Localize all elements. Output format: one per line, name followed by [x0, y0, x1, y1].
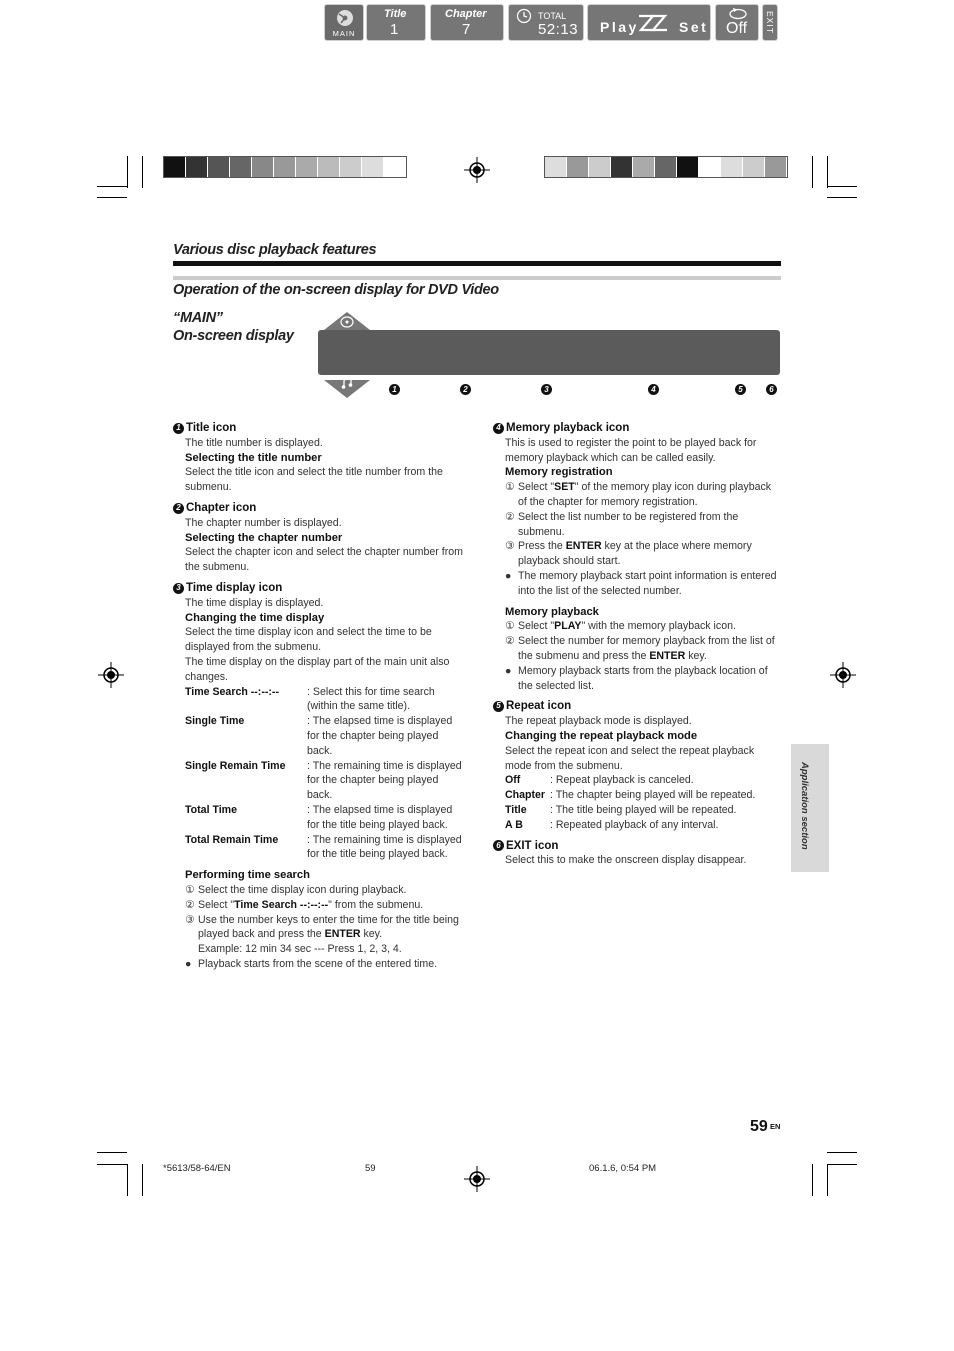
color-calibration-bar-right: [544, 156, 788, 178]
step-number: ①: [185, 883, 195, 896]
bullet: ●: [505, 664, 512, 677]
text-run-bold: Time Search --:--:--: [234, 898, 329, 911]
text-run: Select ": [198, 898, 235, 911]
osd-repeat-button[interactable]: [715, 4, 759, 41]
disc-icon: [336, 9, 354, 27]
list-item: [505, 539, 779, 569]
marker-5: 5: [493, 701, 504, 712]
list-text: [518, 634, 779, 664]
disc-up-icon: [340, 316, 354, 328]
list-item: [185, 913, 463, 957]
heading-text: Chapter icon: [186, 501, 257, 514]
page-number: 59: [750, 1118, 768, 1135]
time-mode-row: [185, 759, 463, 803]
list-text: The memory playback start point information is entered into the list of the selected number.: [518, 569, 777, 597]
color-swatch: [743, 157, 765, 177]
step-number: ②: [505, 635, 515, 648]
time-mode-value: : The remaining time is displayed for the title being played back.: [307, 833, 462, 861]
text-run: key.: [685, 649, 707, 662]
subheading: Changing the repeat playback mode: [505, 729, 698, 742]
color-swatch: [208, 157, 230, 177]
list-text: [198, 898, 423, 913]
footer-date: 06.1.6, 0:54 PM: [589, 1163, 657, 1174]
crop-mark: [827, 1152, 857, 1153]
text-run-bold: ENTER: [649, 649, 686, 662]
list-text: Select the list number to be registered from the submenu.: [518, 510, 739, 538]
list-text: [518, 539, 779, 569]
marker-1: 1: [389, 384, 400, 395]
time-mode-value: : Select this for time search (within the same title).: [307, 685, 435, 713]
paragraph: Select the repeat icon and select the repeat playback mode from the submenu.: [505, 744, 755, 772]
paragraph: This is used to register the point to be played back for memory playback which can be called easily.: [505, 436, 757, 464]
bullet: ●: [185, 957, 192, 970]
text-run: Select ": [518, 481, 555, 494]
registration-mark-icon: [464, 157, 490, 183]
step-number: ②: [185, 898, 195, 911]
section-title: Various disc playback features: [173, 242, 377, 258]
osd-time-button[interactable]: [508, 4, 584, 41]
heading-text: Repeat icon: [506, 700, 572, 713]
step-number: ①: [505, 481, 515, 494]
footer-code: *5613/58-64/EN: [163, 1163, 231, 1174]
color-swatch: [164, 157, 186, 177]
time-mode-row: [185, 803, 463, 833]
marker-5: 5: [735, 384, 746, 395]
list-item: [185, 898, 463, 913]
marker-2: 2: [173, 503, 184, 514]
clock-icon: [516, 8, 532, 24]
color-swatch: [655, 157, 677, 177]
example-text: Example: 12 min 34 sec --- Press 1, 2, 3, 4.: [198, 943, 402, 956]
heading-text: EXIT icon: [506, 839, 559, 852]
memory-playback-icon-heading: [493, 421, 779, 436]
subheading: Memory registration: [505, 466, 613, 479]
osd-chapter-label: Chapter: [445, 8, 487, 20]
repeat-mode-value: : The title being played will be repeated.: [550, 803, 737, 816]
bullet: ●: [505, 569, 512, 582]
paragraph: The title number is displayed.: [185, 436, 323, 449]
crop-mark: [97, 197, 127, 198]
right-column: [493, 421, 779, 868]
time-mode-row: [185, 833, 463, 863]
color-swatch: [567, 157, 589, 177]
crop-mark: [97, 186, 127, 187]
crop-mark: [142, 1164, 143, 1196]
subheading: Selecting the chapter number: [185, 531, 343, 544]
marker-6: 6: [493, 840, 504, 851]
subheading: Memory playback: [505, 605, 599, 618]
repeat-mode-value: : The chapter being played will be repeated.: [550, 789, 756, 802]
list-text: [518, 480, 779, 510]
memory-icon: [635, 10, 669, 36]
text-run: key.: [360, 928, 383, 941]
repeat-mode-row: [505, 803, 779, 818]
color-swatch: [633, 157, 655, 177]
repeat-mode-key: Chapter: [505, 789, 546, 802]
crop-mark: [812, 156, 813, 188]
text-run-bold: SET: [554, 481, 575, 494]
step-number: ③: [185, 913, 195, 926]
crop-mark: [127, 156, 128, 188]
section-rule: [173, 261, 781, 266]
subheading: Changing the time display: [185, 611, 325, 624]
time-mode-key: Time Search --:--:--: [185, 685, 279, 698]
color-swatch: [384, 157, 406, 177]
color-swatch: [252, 157, 274, 177]
marker-2: 2: [460, 384, 471, 395]
paragraph: The time display on the display part of the main unit also changes.: [185, 655, 450, 683]
color-swatch: [362, 157, 384, 177]
text-run-bold: ENTER: [324, 928, 361, 941]
registration-mark-icon: [830, 662, 856, 688]
paragraph: The time display is displayed.: [185, 596, 324, 609]
marker-3: 3: [541, 384, 552, 395]
time-mode-key: Single Time: [185, 715, 245, 728]
osd-main-label: MAIN: [332, 29, 356, 38]
text-run: Select the number for memory playback from the list of the submenu and press the: [518, 635, 775, 662]
crop-mark: [827, 156, 828, 188]
repeat-mode-key: Off: [505, 774, 521, 787]
text-run: Press the: [518, 540, 566, 553]
time-display-icon-heading: [173, 581, 463, 596]
color-swatch: [186, 157, 208, 177]
color-swatch: [230, 157, 252, 177]
list-item: [505, 510, 779, 540]
osd-play-label: Play: [600, 19, 639, 35]
osd-main-bar: [318, 330, 780, 375]
crop-mark: [827, 186, 857, 187]
step-number: ③: [505, 540, 515, 553]
time-mode-row: [185, 714, 463, 758]
list-text: [518, 619, 736, 634]
color-swatch: [274, 157, 296, 177]
marker-3: 3: [173, 583, 184, 594]
side-tab-label: Application section: [799, 762, 810, 850]
chapter-icon-heading: [173, 501, 463, 516]
color-swatch: [318, 157, 340, 177]
repeat-mode-row: [505, 788, 779, 803]
osd-label-onscreen: On-screen display: [173, 328, 294, 344]
list-item: [505, 569, 779, 599]
paragraph: Select the chapter icon and select the chapter number from the submenu.: [185, 546, 463, 574]
step-number: ②: [505, 510, 515, 523]
color-swatch: [721, 157, 743, 177]
color-swatch: [699, 157, 721, 177]
time-mode-key: Total Time: [185, 803, 237, 816]
color-swatch: [765, 157, 787, 177]
osd-time-value: 52:13: [538, 21, 579, 38]
list-text: Playback starts from the scene of the entered time.: [198, 957, 438, 970]
color-swatch: [340, 157, 362, 177]
repeat-mode-key: Title: [505, 803, 527, 816]
paragraph: The repeat playback mode is displayed.: [505, 715, 692, 728]
osd-main-button[interactable]: [324, 4, 364, 41]
osd-title-label: Title: [384, 8, 407, 20]
repeat-mode-key: A B: [505, 818, 523, 831]
list-text: Memory playback starts from the playback location of the selected list.: [518, 664, 768, 692]
registration-mark-icon: [464, 1166, 490, 1192]
text-run: Use the number keys to enter the time for the title being played back and press the: [198, 913, 459, 941]
crop-mark: [97, 1152, 127, 1153]
text-run: " with the memory playback icon.: [581, 620, 736, 633]
osd-chapter-value: 7: [462, 21, 471, 38]
repeat-mode-value: : Repeated playback of any interval.: [550, 818, 719, 831]
marker-1: 1: [173, 423, 184, 434]
osd-memory-button[interactable]: [587, 4, 711, 41]
osd-exit-button[interactable]: [762, 4, 778, 41]
text-run-bold: PLAY: [554, 620, 582, 633]
paragraph: Select the time display icon and select the time to be displayed from the submenu.: [185, 626, 432, 654]
crop-mark: [827, 1164, 857, 1165]
paragraph: The chapter number is displayed.: [185, 516, 342, 529]
title-icon-heading: [173, 421, 463, 436]
crop-mark: [827, 197, 857, 198]
application-section-tab: [791, 744, 829, 872]
osd-title-button[interactable]: [366, 4, 426, 41]
heading-text: Memory playback icon: [506, 422, 630, 434]
text-run-bold: ENTER: [565, 540, 602, 553]
osd-label-main: “MAIN”: [173, 310, 223, 326]
repeat-icon: [727, 7, 749, 21]
registration-mark-icon: [98, 662, 124, 688]
paragraph: Select this to make the onscreen display disappear.: [505, 854, 747, 867]
repeat-mode-row: [505, 818, 779, 833]
subsection-title: Operation of the on-screen display for DVD Video: [173, 282, 499, 298]
time-mode-row: [185, 685, 463, 715]
osd-repeat-value: Off: [726, 20, 748, 37]
crop-mark: [127, 1164, 128, 1196]
repeat-mode-row: [505, 773, 779, 788]
text-run: " from the submenu.: [328, 898, 424, 911]
osd-exit-label: EXIT: [765, 11, 775, 34]
osd-total-label: TOTAL: [538, 11, 567, 21]
crop-mark: [827, 1164, 828, 1196]
subheading: Performing time search: [185, 869, 310, 882]
osd-set-label: Set: [679, 19, 709, 35]
crop-mark: [142, 156, 143, 188]
color-swatch: [545, 157, 567, 177]
list-text: Select the time display icon during playback.: [198, 883, 407, 896]
color-swatch: [677, 157, 699, 177]
color-swatch: [611, 157, 633, 177]
text-run: " of the memory play icon during playback of the chapter for memory registration.: [518, 481, 772, 508]
color-swatch: [589, 157, 611, 177]
crop-mark: [812, 1164, 813, 1196]
footer-page: 59: [365, 1163, 376, 1174]
text-run: Select ": [518, 620, 555, 633]
list-text: [198, 913, 463, 957]
marker-4: 4: [493, 423, 504, 434]
left-column: [173, 421, 463, 972]
exit-icon-heading: [493, 839, 779, 854]
text-run: key at the place where memory playback should start.: [518, 540, 752, 568]
repeat-icon-heading: [493, 699, 779, 714]
list-item: [505, 664, 779, 694]
music-note-icon: [341, 377, 353, 389]
subheading: Selecting the title number: [185, 451, 322, 464]
step-number: ①: [505, 620, 515, 633]
time-mode-value: : The elapsed time is displayed for the title being played back.: [307, 803, 453, 831]
list-item: [185, 957, 463, 972]
heading-text: Time display icon: [186, 581, 283, 594]
repeat-mode-value: : Repeat playback is canceled.: [550, 774, 694, 787]
marker-4: 4: [648, 384, 659, 395]
list-item: [185, 883, 463, 898]
section-rule-grey: [173, 276, 781, 280]
list-item: [505, 619, 779, 634]
osd-title-value: 1: [390, 21, 399, 38]
time-mode-value: : The elapsed time is displayed for the chapter being played back.: [307, 715, 453, 757]
paragraph: Select the title icon and select the title number from the submenu.: [185, 466, 443, 494]
color-calibration-bar-left: [163, 156, 407, 178]
page-lang: EN: [770, 1122, 781, 1131]
marker-6: 6: [766, 384, 777, 395]
time-mode-key: Total Remain Time: [185, 833, 279, 846]
osd-chapter-button[interactable]: [430, 4, 504, 41]
heading-text: Title icon: [186, 422, 237, 434]
crop-mark: [97, 1164, 127, 1165]
list-item: [505, 634, 779, 664]
time-mode-key: Single Remain Time: [185, 759, 286, 772]
list-item: [505, 480, 779, 510]
color-swatch: [296, 157, 318, 177]
time-mode-value: : The remaining time is displayed for the chapter being played back.: [307, 759, 462, 802]
